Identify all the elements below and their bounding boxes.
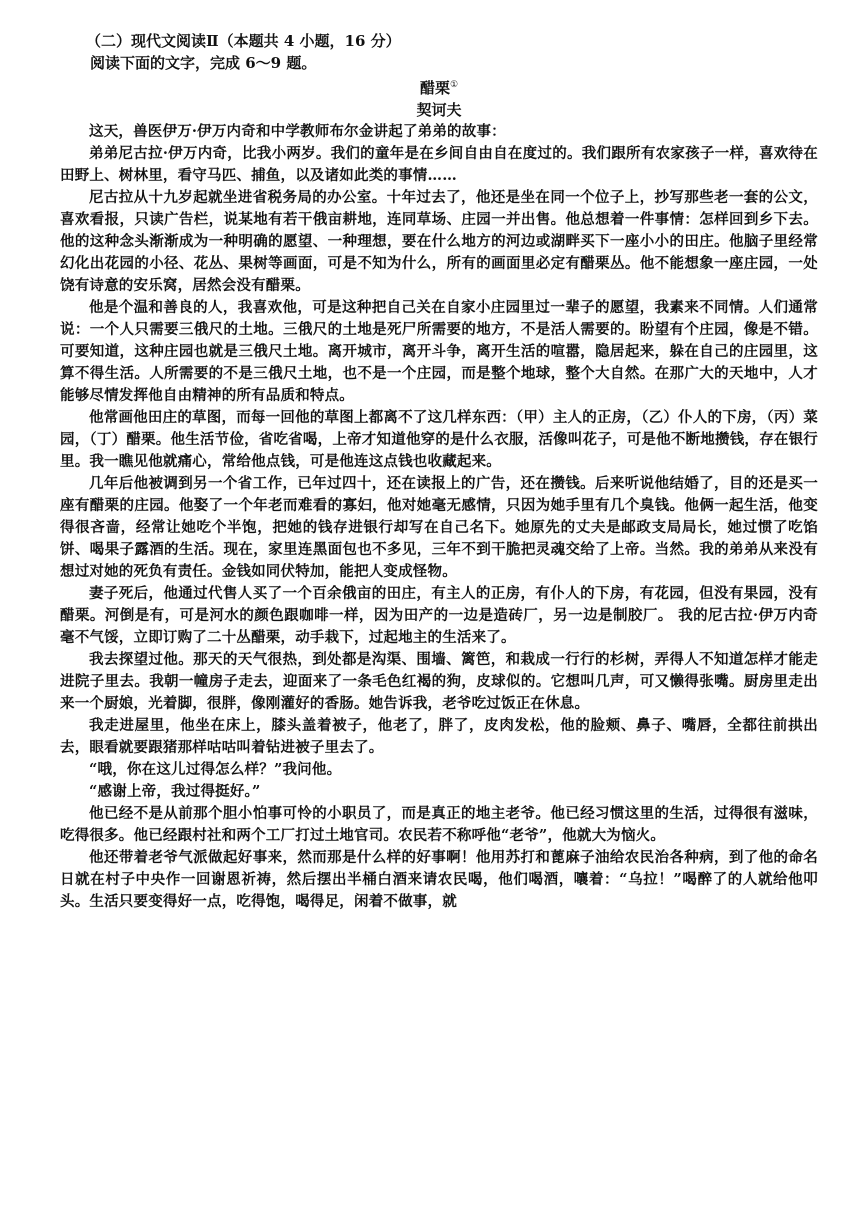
paragraph: 几年后他被调到另一个省工作，已年过四十，还在读报上的广告，还在攒钱。后来听说他结婚了，目的还是买一座有醋栗的庄园。他娶了一个年老而难看的寡妇，他对她毫无感情，只因为她手里有几个臭钱。他俩一起生活，他变得很吝啬，经常让她吃个半饱，把她的钱存进银行却写在自己名下。她原先的丈夫是邮政支局局长，她过惯了吃馅饼、喝果子露酒的生活。现在，家里连黑面包也不多见，三年不到干脆把灵魂交给了上帝。当然。我的弟弟从来没有想过对她的死负有责任。金钱如同伏特加，能把人变成怪物。: [60, 475, 818, 580]
article-author: 契诃夫: [416, 101, 462, 119]
paragraph: 弟弟尼古拉·伊万内奇，比我小两岁。我们的童年是在乡间自由自在度过的。我们跟所有农家孩子一样，喜欢待在田野上、树林里，看守马匹、捕鱼，以及诸如此类的事情……: [60, 145, 818, 184]
paragraph: 我走进屋里，他坐在床上，膝头盖着被子，他老了，胖了，皮肉发松，他的脸颊、鼻子、嘴唇，全都往前拱出去，眼看就要跟猪那样咕咕叫着钻进被子里去了。: [60, 717, 818, 756]
paragraph: 这天，兽医伊万·伊万内奇和中学教师布尔金讲起了弟弟的故事：: [89, 123, 506, 140]
instruction-line: 阅读下面的文字，完成 6～9 题。: [90, 54, 317, 72]
paragraph: 他常画他田庄的草图，而每一回他的草图上都离不了这几样东西：（甲）主人的正房，（乙）仆人的下房，（丙）菜园，（丁）醋栗。他生活节俭，省吃省喝，上帝才知道他穿的是什么衣服，活像叫花子，可是他不断地攒钱，存在银行里。我一瞧见他就痛心，常给他点钱，可是他连这点钱也收藏起来。: [60, 409, 818, 470]
article-title-text: 醋栗: [419, 79, 450, 97]
dialogue-line: “哦，你在这儿过得怎么样？”我问他。: [89, 761, 342, 778]
paragraph: 尼古拉从十九岁起就坐进省税务局的办公室。十年过去了，他还是坐在同一个位子上，抄写那些老一套的公文，喜欢看报，只读广告栏，说某地有若干俄亩耕地，连同草场、庄园一并出售。他总想着一件事情：怎样回到乡下去。他的这种念头渐渐成为一种明确的愿望、一种理想，要在什么地方的河边或湖畔买下一座小小的田庄。他脑子里经常幻化出花园的小径、花丛、果树等画面，可是不知为什么，所有的画面里必定有醋栗丛。他不能想象一座庄园，一处饶有诗意的安乐窝，居然会没有醋栗。: [60, 189, 818, 294]
paragraph: 他是个温和善良的人，我喜欢他，可是这种把自己关在自家小庄园里过一辈子的愿望，我素来不同情。人们通常说：一个人只需要三俄尺的土地。三俄尺的土地是死尸所需要的地方，不是活人需要的。盼望有个庄园，像是不错。可要知道，这种庄园也就是三俄尺土地。离开城市，离开斗争，离开生活的喧嚣，隐居起来，躲在自己的庄园里，这算不得生活。人所需要的不是三俄尺土地，也不是一个庄园，而是整个地球，整个大自然。在那广大的天地中，人才能够尽情发挥他自由精神的所有品质和特点。: [60, 299, 818, 404]
footnote-marker: ①: [449, 80, 459, 90]
paragraph: 妻子死后，他通过代售人买了一个百余俄亩的田庄，有主人的正房，有仆人的下房，有花园，但没有果园，没有醋栗。河倒是有，可是河水的颜色跟咖啡一样，因为田产的一边是造砖厂，另一边是制胶厂。 我的尼古拉·伊万内奇毫不气馁，立即订购了二十丛醋栗，动手栽下，过起地主的生活来了。: [60, 585, 818, 646]
paragraph: 他已经不是从前那个胆小怕事可怜的小职员了，而是真正的地主老爷。他已经习惯这里的生活，过得很有滋味，吃得很多。他已经跟村社和两个工厂打过土地官司。农民若不称呼他“老爷”，他就大为恼火。: [60, 805, 818, 844]
article-title: [60, 74, 818, 99]
dialogue-line: “感谢上帝，我过得挺好。”: [89, 783, 261, 800]
paragraph: 他还带着老爷气派做起好事来，然而那是什么样的好事啊！他用苏打和蓖麻子油给农民治各种病，到了他的命名日就在村子中央作一回谢恩祈祷，然后摆出半桶白酒来请农民喝，他们喝酒，嚷着：“乌拉！”喝醉了的人就给他叩头。生活只要变得好一点，吃得饱，喝得足，闲着不做事，就: [60, 849, 818, 910]
section-heading: （二）现代文阅读Ⅱ（本题共 4 小题，16 分）: [86, 32, 401, 50]
paragraph: 我去探望过他。那天的天气很热，到处都是沟渠、围墙、篱笆，和栽成一行行的杉树，弄得人不知道怎样才能走进院子里去。我朝一幢房子走去，迎面来了一条毛色红褐的狗，皮球似的。它想叫几声，可又懒得张嘴。厨房里走出来一个厨娘，光着脚，很胖，像刚灌好的香肠。她告诉我，老爷吃过饭正在休息。: [60, 651, 818, 712]
